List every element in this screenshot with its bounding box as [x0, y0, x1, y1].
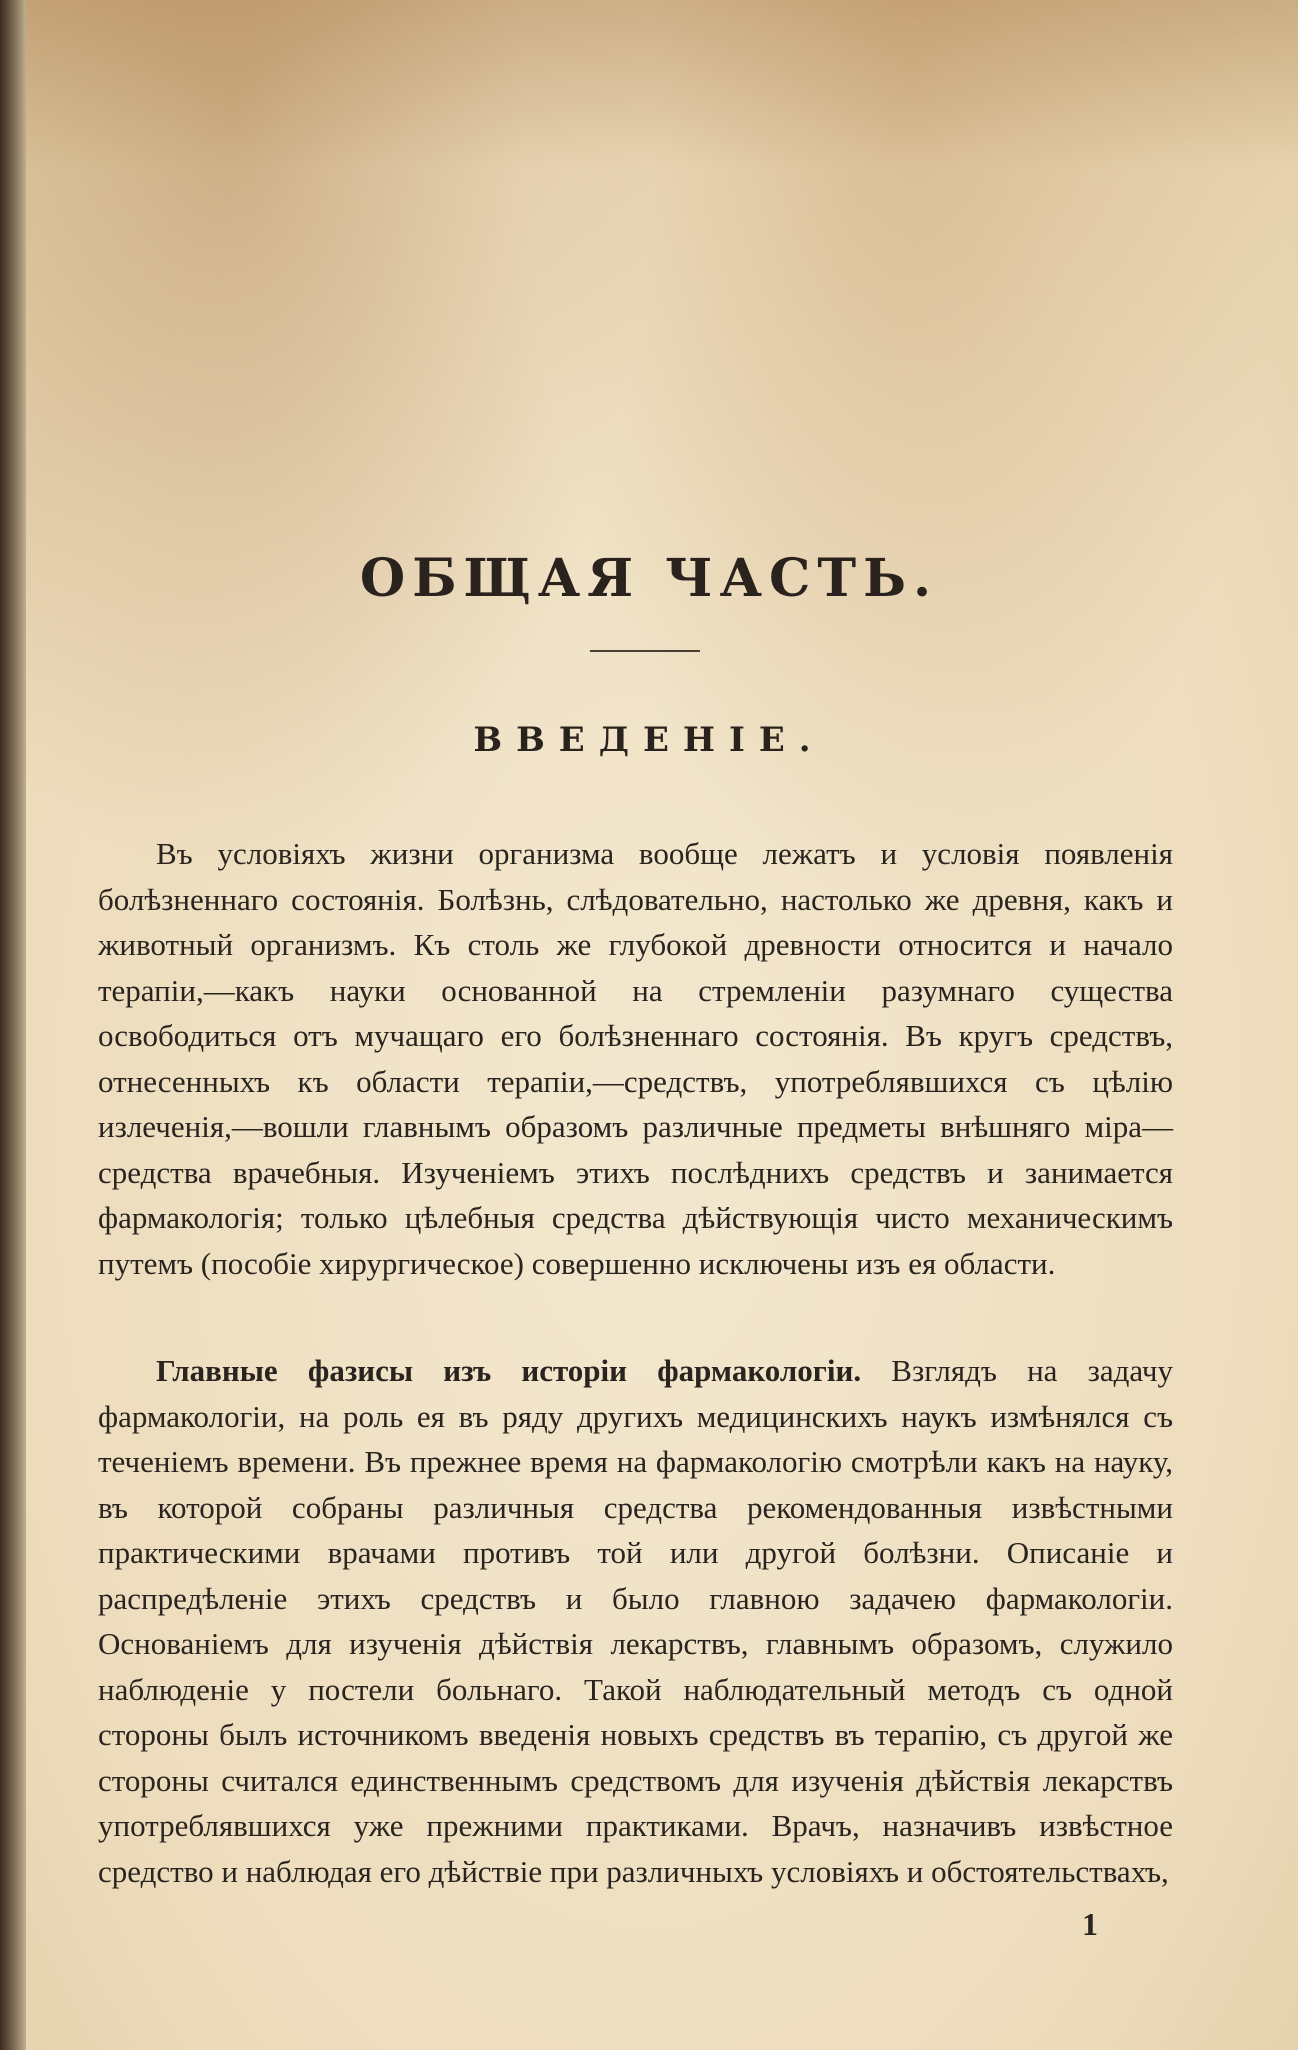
paragraph-introduction: Въ условіяхъ жизни организма вообще лежатъ и условія появленія болѣзненнаго состоянія. Болѣзнь, слѣдовательно, настолько же древня, какъ и животный организмъ. Къ столь же глубокой древности относится и начало терапіи,—какъ науки основанной на стремленіи разумнаго существа освободиться отъ мучащаго его болѣзненнаго состоянія. Въ кругъ средствъ, отнесенныхъ къ области терапіи,—средствъ, употреблявшихся съ цѣлію излеченія,—вошли главнымъ образомъ различные предметы внѣшняго міра—средства врачебныя. Изученіемъ этихъ послѣднихъ средствъ и занимается фармакологія; только цѣлебныя средства дѣйствующія чисто механическимъ путемъ (пособіе хирургическое) совершенно исключены изъ ея области.: [98, 836, 1173, 1281]
book-binding-edge: [0, 0, 26, 2050]
paragraph-history-text: Взглядъ на задачу фармакологіи, на роль ея въ ряду другихъ медицинскихъ наукъ измѣнялся съ теченіемъ времени. Въ прежнее время на фармакологію смотрѣли какъ на науку, въ которой собраны различныя средства рекомендованныя извѣстными практическими врачами противъ той или другой болѣзни. Описаніе и распредѣленіе этихъ средствъ и было главною задачею фармакологіи. Основаніемъ для изученія дѣйствія лекарствъ, главнымъ образомъ, служило наблюденіе у постели больнаго. Такой наблюдательный методъ съ одной стороны былъ источникомъ введенія новыхъ средствъ въ терапію, съ другой же стороны считался единственнымъ средствомъ для изученія дѣйствія лекарствъ употреблявшихся уже прежними практиками. Врачъ, назначивъ извѣстное средство и наблюдая его дѣйствіе при различныхъ условіяхъ и обстоятельствахъ,: [98, 1353, 1173, 1889]
paragraph-history: [98, 1348, 1173, 1894]
section-title: ВВЕДЕНІЕ.: [473, 720, 825, 760]
water-stain: [26, 0, 1298, 170]
title-divider: [590, 650, 700, 652]
paragraph-lead-heading: Главные фазисы изъ исторіи фармакологіи.: [156, 1353, 862, 1388]
page-number: 1: [1082, 1906, 1098, 1942]
page-title: ОБЩАЯ ЧАСТЬ.: [359, 548, 939, 609]
